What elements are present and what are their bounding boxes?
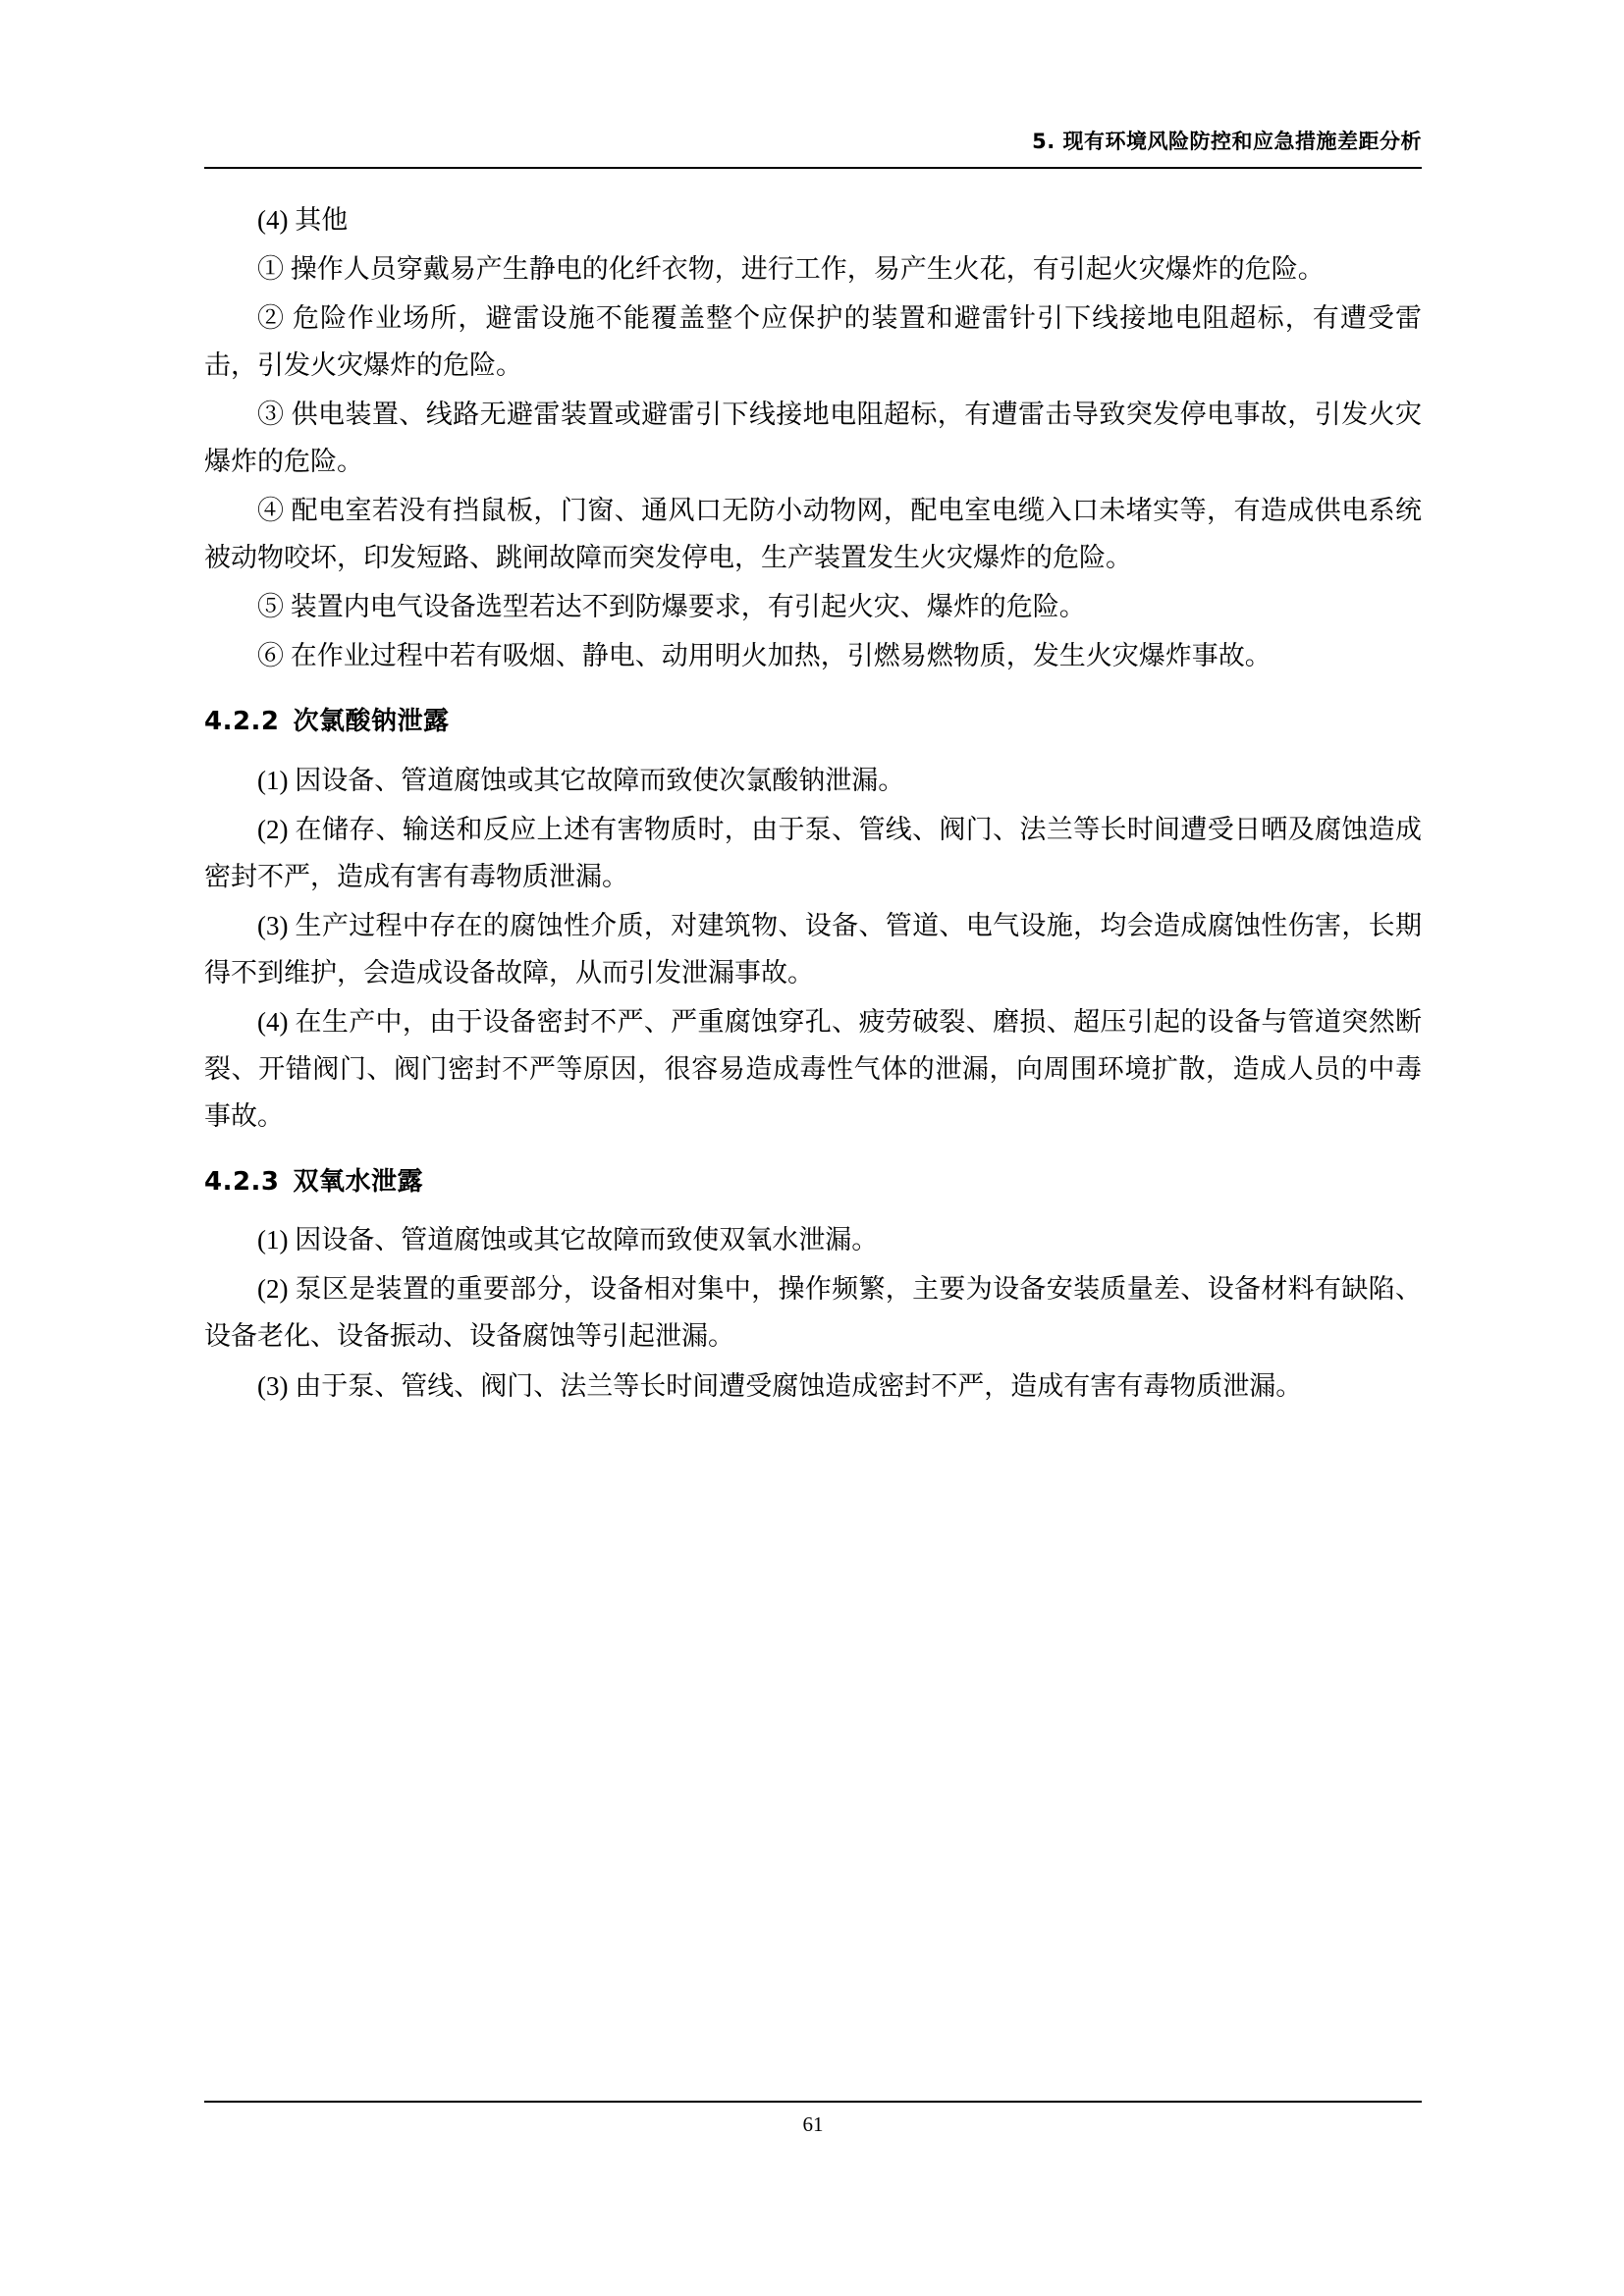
page-content [204,126,1422,1412]
body-text [204,196,1422,1410]
section-title: 双氧水泄露 [293,1167,424,1198]
page-number: 61 [802,2112,824,2136]
list-item: ① 操作人员穿戴易产生静电的化纤衣物，进行工作，易产生火花，有引起火灾爆炸的危险。 [257,254,1325,285]
section-number: 4.2.2 [204,707,280,737]
section-number: 4.2.3 [204,1167,280,1198]
paragraph: (1) 因设备、管道腐蚀或其它故障而致使双氧水泄漏。 [257,1225,879,1255]
paragraph: (2) 泵区是装置的重要部分，设备相对集中，操作频繁，主要为设备安装质量差、设备材料有缺陷、设备老化、设备振动、设备腐蚀等引起泄漏。 [204,1274,1422,1352]
list-item: ② 危险作业场所，避雷设施不能覆盖整个应保护的装置和避雷针引下线接地电阻超标，有遭受雷击，引发火灾爆炸的危险。 [204,303,1422,381]
running-header: 5. 现有环境风险防控和应急措施差距分析 [1032,130,1422,153]
section-heading-4-2-2 [204,699,1422,744]
header-divider [204,167,1422,169]
list-item: ③ 供电装置、线路无避雷装置或避雷引下线接地电阻超标，有遭雷击导致突发停电事故，引发火灾爆炸的危险。 [204,400,1422,477]
subsection-label-other: (4) 其他 [257,205,349,235]
list-item: ⑤ 装置内电气设备选型若达不到防爆要求，有引起火灾、爆炸的危险。 [257,592,1086,622]
paragraph: (3) 生产过程中存在的腐蚀性介质，对建筑物、设备、管道、电气设施，均会造成腐蚀性伤害，长期得不到维护，会造成设备故障，从而引发泄漏事故。 [204,910,1422,988]
section-heading-4-2-3 [204,1159,1422,1204]
paragraph: (4) 在生产中，由于设备密封不严、严重腐蚀穿孔、疲劳破裂、磨损、超压引起的设备与管道突然断裂、开错阀门、阀门密封不严等原因，很容易造成毒性气体的泄漏，向周围环境扩散，造成人员的中毒事故。 [204,1006,1422,1132]
list-item: ④ 配电室若没有挡鼠板，门窗、通风口无防小动物网，配电室电缆入口未堵实等，有造成供电系统被动物咬坏，印发短路、跳闸故障而突发停电，生产装置发生火灾爆炸的危险。 [204,496,1422,573]
page-footer [204,2101,1422,2137]
list-item: ⑥ 在作业过程中若有吸烟、静电、动用明火加热，引燃易燃物质，发生火灾爆炸事故。 [257,641,1272,671]
paragraph: (1) 因设备、管道腐蚀或其它故障而致使次氯酸钠泄漏。 [257,765,905,795]
footer-divider [204,2101,1422,2103]
paragraph: (2) 在储存、输送和反应上述有害物质时，由于泵、管线、阀门、法兰等长时间遭受日晒及腐蚀造成密封不严，造成有害有毒物质泄漏。 [204,814,1422,891]
section-title: 次氯酸钠泄露 [293,707,450,737]
paragraph: (3) 由于泵、管线、阀门、法兰等长时间遭受腐蚀造成密封不严，造成有害有毒物质泄漏。 [257,1370,1303,1401]
